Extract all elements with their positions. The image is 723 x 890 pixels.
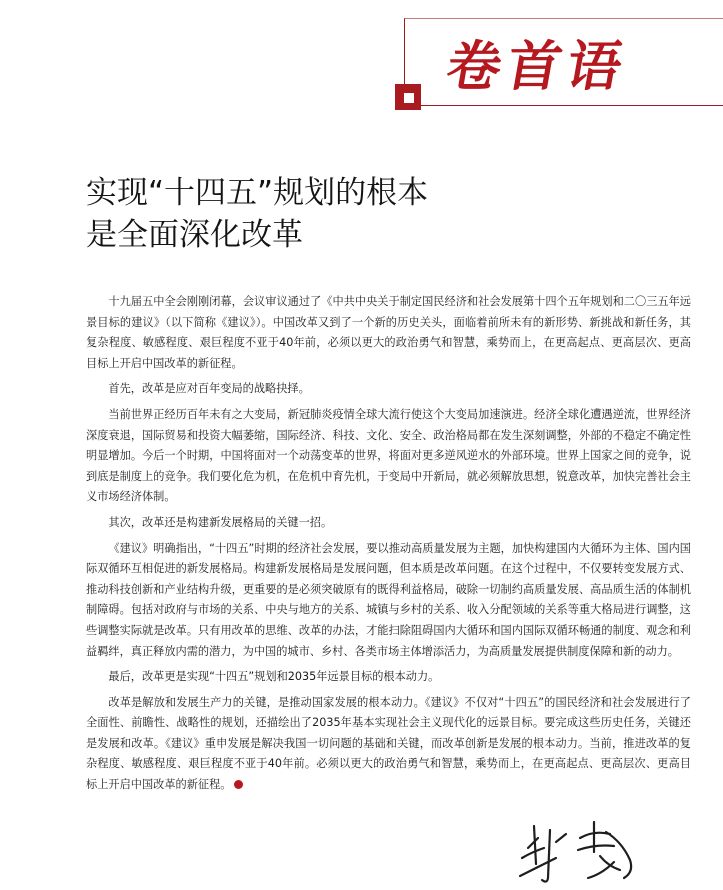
article-body <box>86 292 691 801</box>
article-headline <box>86 172 428 256</box>
closing-paragraph <box>86 693 691 796</box>
column-title: 卷首语 <box>441 34 634 98</box>
headline-line-2: 是全面深化改革 <box>86 217 303 253</box>
banner-white-square <box>404 93 414 103</box>
closing-paragraph-text: 改革是解放和发展生产力的关键，是推动国家发展的根本动力。《建议》不仅对“十四五”的国民经济和社会发展进行了全面性、前瞻性、战略性的规划，还描绘出了2035年基本实现社会主义现代化的远景目标。要完成这些历史任务，关键还是发展和改革。《建议》重申发展是解决我国一切问题的基础和关键，而改革创新是发展的根本动力。当前，推进改革的复杂程度、敏感程度、艰巨程度不亚于40年前。必须以更大的政治勇气和智慧，乘势而上，在更高起点、更高层次、更高目标上开启中国改革的新征程。 <box>86 695 691 792</box>
signature-image <box>510 808 670 886</box>
headline-line-1: 实现“十四五”规划的根本 <box>86 175 429 211</box>
topic-sentence-second: 其次，改革还是构建新发展格局的关键一招。 <box>108 515 333 529</box>
topic-sentence-first: 首先，改革是应对百年变局的战略抉择。 <box>108 382 310 396</box>
paragraph-global-change: 当前世界正经历百年未有之大变局，新冠肺炎疫情全球大流行使这个大变局加速演进。经济全球化遭遇逆流，世界经济深度衰退，国际贸易和投资大幅萎缩，国际经济、科技、文化、安全、政治格局都在发生深刻调整，外部的不稳定不确定性明显增加。今后一个时期，中国将面对一个动荡变革的世界，将面对更多逆风逆水的外部环境。世界上国家之间的竞争，说到底是制度上的竞争。我们要化危为机，在危机中育先机，于变局中开新局，就必须解放思想，锐意改革，加快完善社会主义市场经济体制。 <box>86 407 691 504</box>
intro-paragraph: 十九届五中全会刚刚闭幕，会议审议通过了《中共中央关于制定国民经济和社会发展第十四个五年规划和二〇三五年远景目标的建议》（以下简称《建议》）。中国改革又到了一个新的历史关头，面临着前所未有的新形势、新挑战和新任务，其复杂程度、敏感程度、艰巨程度不亚于40年前，必须以更大的政治勇气和智慧，乘势而上，在更高起点、更高层次、更高目标上开启中国改革的新征程。 <box>86 295 691 370</box>
end-mark-icon <box>234 780 243 789</box>
topic-sentence-third: 最后，改革更是实现“十四五”规划和2035年远景目标的根本动力。 <box>108 670 440 684</box>
paragraph-new-pattern: 《建议》明确指出，“十四五”时期的经济社会发展，要以推动高质量发展为主题，加快构建国内大循环为主体、国内国际双循环互相促进的新发展格局。构建新发展格局是发展问题，但本质是改革问题。在这个过程中，不仅要转变发展方式、推动科技创新和产业结构升级，更重要的是必须突破原有的既得利益格局，破除一切制约高质量发展、高品质生活的体制机制障碍。包括对政府与市场的关系、中央与地方的关系、城镇与乡村的关系、收入分配领域的关系等重大格局进行调整，这些调整实际就是改革。只有用改革的思维、改革的办法，才能扫除阻碍国内大循环和国内国际双循环畅通的制度、观念和利益羁绊，真正释放内需的潜力，为中国的城市、乡村、各类市场主体增添活力，为高质量发展提供制度保障和新的动力。 <box>86 541 691 658</box>
